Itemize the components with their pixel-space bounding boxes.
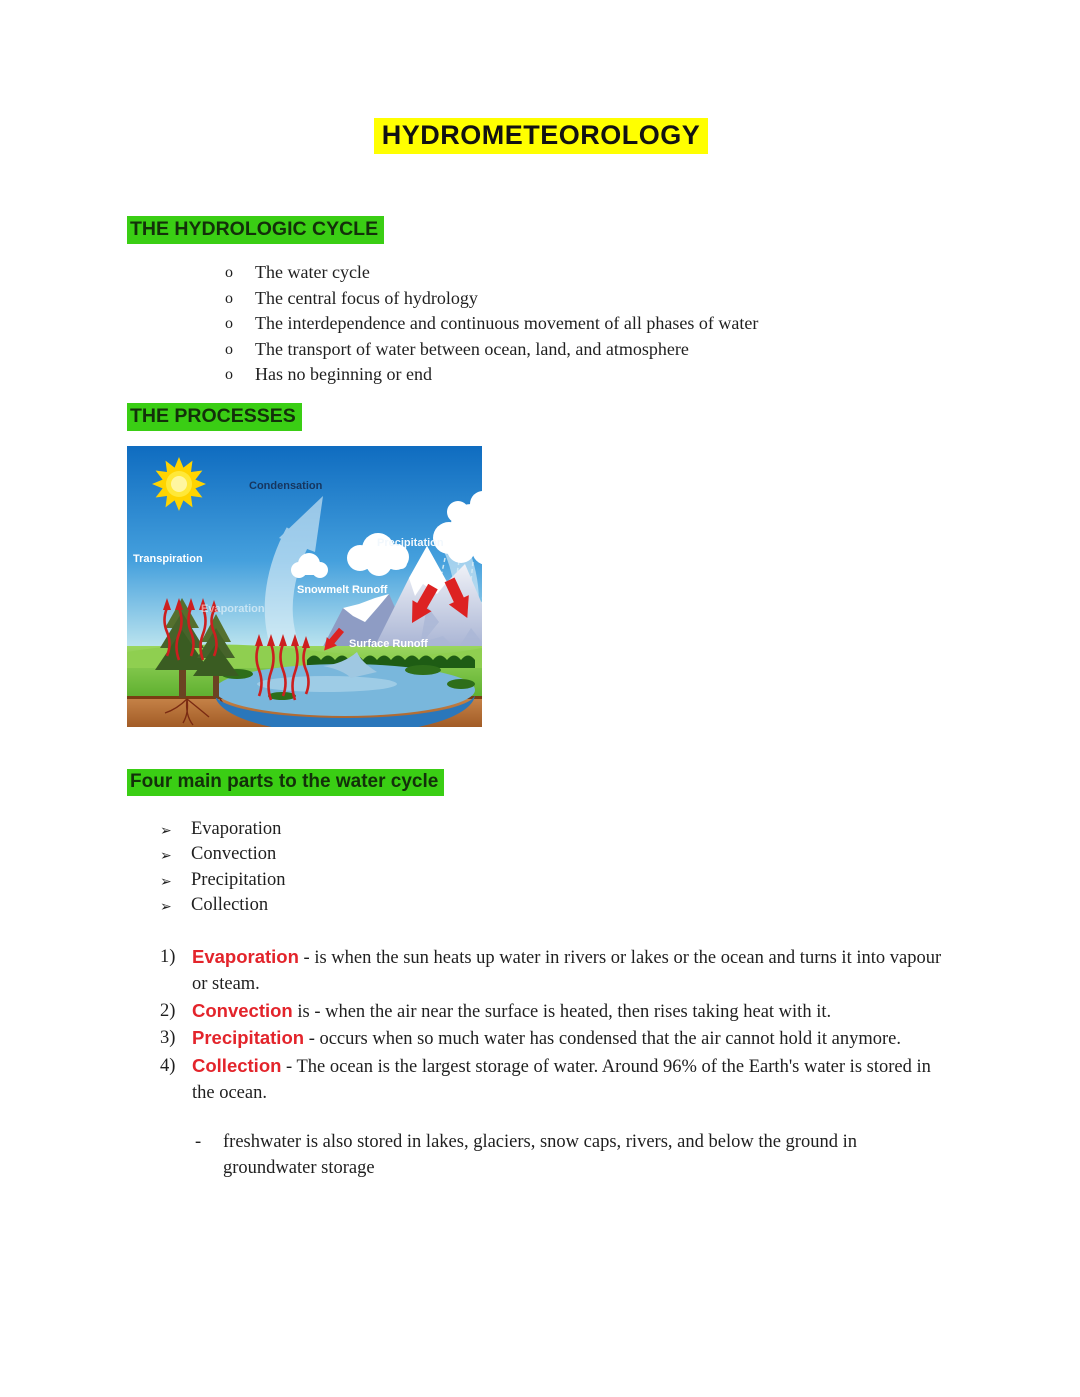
section-four-parts (127, 769, 955, 796)
definition-item (127, 1053, 955, 1107)
definition-rest: - is when the sun heats up water in rivers or lakes or the ocean and turns it into vapour or steam. (192, 947, 942, 994)
list-item (127, 337, 955, 363)
definition-term: Convection (192, 999, 293, 1021)
section-processes (127, 403, 955, 431)
item-number: 4) (160, 1055, 176, 1076)
item-number: 1) (160, 946, 176, 967)
list-item-text: The transport of water between ocean, land, and atmosphere (255, 338, 689, 359)
definition-text (192, 944, 955, 998)
arrow-bullet-marker: ➢ (160, 900, 172, 915)
surface-runoff-label: Surface Runoff (349, 637, 428, 650)
list-item-text: Collection (191, 895, 269, 915)
freshwater-note (127, 1129, 955, 1182)
circle-bullet-marker: o (225, 289, 233, 307)
circle-bullet-marker: o (225, 315, 233, 332)
water-cycle-diagram (127, 446, 955, 727)
four-parts-heading: Four main parts to the water cycle (127, 769, 444, 796)
list-item (127, 286, 955, 312)
dash-bullet-marker: - (195, 1131, 202, 1152)
list-item-text: Evaporation (191, 818, 282, 839)
list-item (127, 894, 955, 920)
list-item-text: The water cycle (255, 262, 370, 282)
definition-text (192, 1025, 955, 1053)
list-item-text: Precipitation (191, 869, 286, 890)
section-hydrologic-cycle (127, 216, 955, 244)
definition-item (127, 1025, 955, 1053)
list-item-text: The interdependence and continuous movement of all phases of water (255, 313, 759, 333)
list-item (127, 843, 955, 869)
definition-rest: - The ocean is the largest storage of water. Around 96% of the Earth's water is stored in the ocean. (192, 1056, 931, 1103)
hydrologic-cycle-heading: THE HYDROLOGIC CYCLE (127, 216, 384, 244)
definition-text (192, 1053, 955, 1107)
list-item (127, 818, 955, 844)
item-number: 2) (160, 1000, 176, 1021)
item-number: 3) (160, 1028, 176, 1048)
list-item (127, 260, 955, 286)
list-item (127, 869, 955, 895)
list-item-text: The central focus of hydrology (255, 287, 478, 308)
arrow-bullet-marker: ➢ (160, 823, 172, 839)
condensation-label: Condensation (249, 479, 323, 492)
processes-heading: THE PROCESSES (127, 403, 302, 431)
definition-rest: is - when the air near the surface is heated, then rises taking heat with it. (292, 1001, 832, 1022)
definition-item (127, 998, 955, 1026)
definition-item (127, 944, 955, 998)
definition-term: Precipitation (192, 1027, 305, 1048)
definition-term: Collection (192, 1054, 282, 1076)
circle-bullet-marker: o (225, 264, 233, 281)
water-cycle-illustration (127, 446, 482, 727)
list-item-text: Has no beginning or end (255, 364, 432, 384)
note-text: freshwater is also stored in lakes, glaciers, snow caps, rivers, and below the ground in groundwater storage (223, 1131, 857, 1178)
precipitation-label: Precipitation (377, 536, 444, 549)
list-item-text: Convection (191, 844, 277, 864)
title-row (127, 118, 955, 154)
definition-term: Evaporation (192, 945, 299, 967)
circle-bullet-marker: o (225, 340, 233, 358)
page-title: HYDROMETEOROLOGY (374, 118, 709, 154)
definitions-list (127, 944, 955, 1107)
list-item (127, 362, 955, 388)
snowmelt-runoff-label: Snowmelt Runoff (297, 583, 388, 596)
four-parts-list (127, 818, 955, 920)
arrow-bullet-marker: ➢ (160, 874, 172, 890)
transpiration-label: Transpiration (133, 552, 203, 565)
hydrologic-cycle-list (127, 260, 955, 388)
circle-bullet-marker: o (225, 366, 233, 383)
list-item (127, 311, 955, 337)
definition-text (192, 998, 955, 1026)
evaporation-label: Evaporation (201, 602, 265, 615)
definition-rest: - occurs when so much water has condensed that the air cannot hold it anymore. (304, 1029, 902, 1049)
arrow-bullet-marker: ➢ (160, 849, 172, 864)
